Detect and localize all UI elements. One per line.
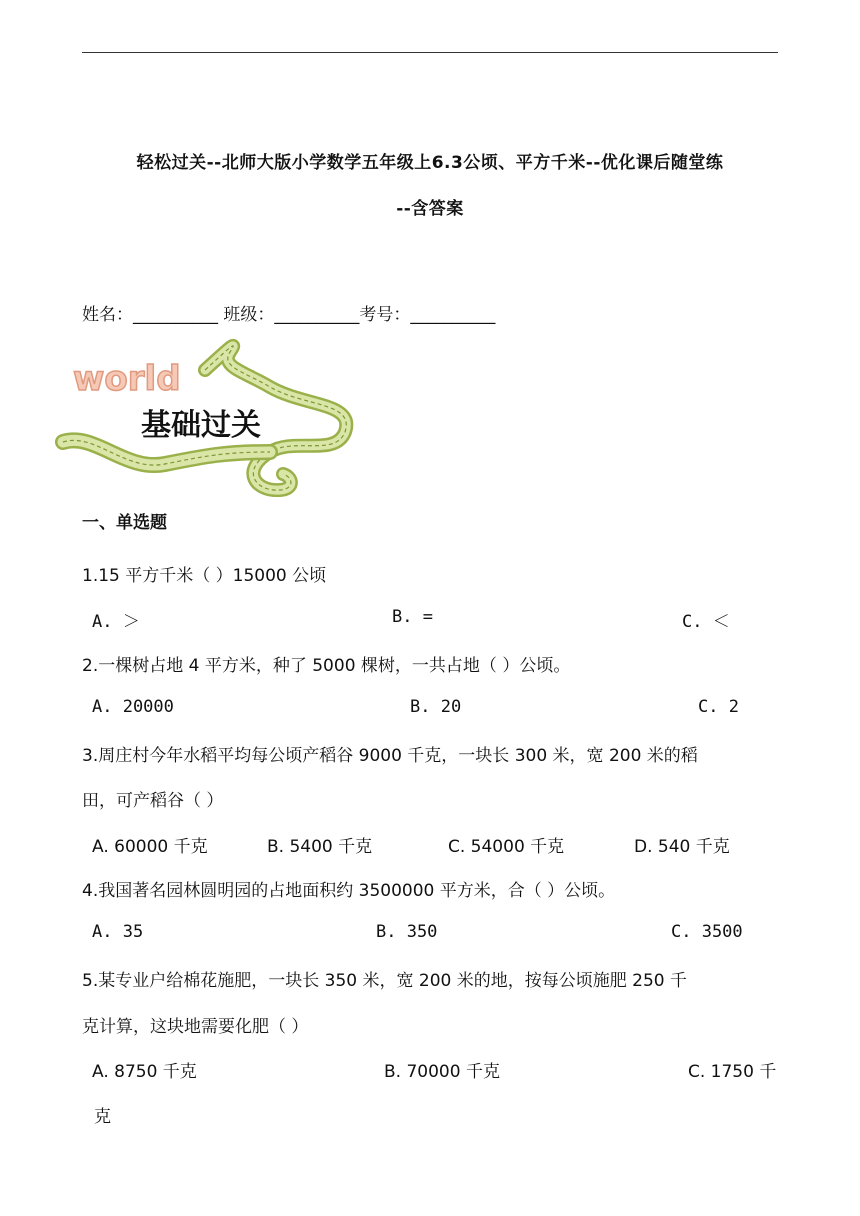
question-4-option-a: A. 35 xyxy=(92,922,144,942)
question-2-option-b: B. 20 xyxy=(410,697,462,717)
question-2-option-c: C. 2 xyxy=(698,697,739,717)
question-5-text: 5.某专业户给棉花施肥，一块长 350 米，宽 200 米的地，按每公顷施肥 250 千 xyxy=(82,971,687,991)
question-3-option-c: C. 54000 千克 xyxy=(448,837,565,857)
question-5-option-c: C. 1750 千 xyxy=(688,1062,777,1082)
question-2-text: 2.一棵树占地 4 平方米，种了 5000 棵树，一共占地（ ）公顷。 xyxy=(82,656,571,676)
question-5-option-c-wrap: 克 xyxy=(94,1107,111,1127)
question-5-text-continued: 克计算，这块地需要化肥（ ） xyxy=(82,1017,309,1037)
question-2-option-a: A. 20000 xyxy=(92,697,174,717)
question-4-text: 4.我国著名园林圆明园的占地面积约 3500000 平方米，合（ ）公顷。 xyxy=(82,881,616,901)
question-3-option-d: D. 540 千克 xyxy=(634,837,730,857)
document-title-line-2: --含答案 xyxy=(396,199,464,219)
question-3-option-a: A. 60000 千克 xyxy=(92,837,208,857)
question-4-option-c: C. 3500 xyxy=(671,922,743,942)
question-5-option-b: B. 70000 千克 xyxy=(384,1062,500,1082)
question-1-option-c: C. ＜ xyxy=(682,612,730,632)
banner-word: world xyxy=(73,359,181,399)
question-3-option-b: B. 5400 千克 xyxy=(267,837,373,857)
question-1-option-a: A. ＞ xyxy=(92,612,140,632)
banner-label: 基础过关 xyxy=(141,408,261,443)
question-4-option-b: B. 350 xyxy=(376,922,438,942)
question-1-text: 1.15 平方千米（ ）15000 公顷 xyxy=(82,566,327,586)
question-3-text-continued: 田，可产稻谷（ ） xyxy=(82,791,224,811)
question-3-text: 3.周庄村今年水稻平均每公顷产稻谷 9000 千克，一块长 300 米，宽 200 米的稻 xyxy=(82,746,698,766)
header-rule xyxy=(82,52,778,53)
question-5-option-a: A. 8750 千克 xyxy=(92,1062,197,1082)
section-heading: 一、单选题 xyxy=(82,513,167,533)
document-title-line-1: 轻松过关--北师大版小学数学五年级上6.3公顷、平方千米--优化课后随堂练 xyxy=(136,153,724,173)
question-1-option-b: B. = xyxy=(392,607,433,627)
student-info-line: 姓名：__________ 班级：__________考号：__________ xyxy=(82,305,496,325)
